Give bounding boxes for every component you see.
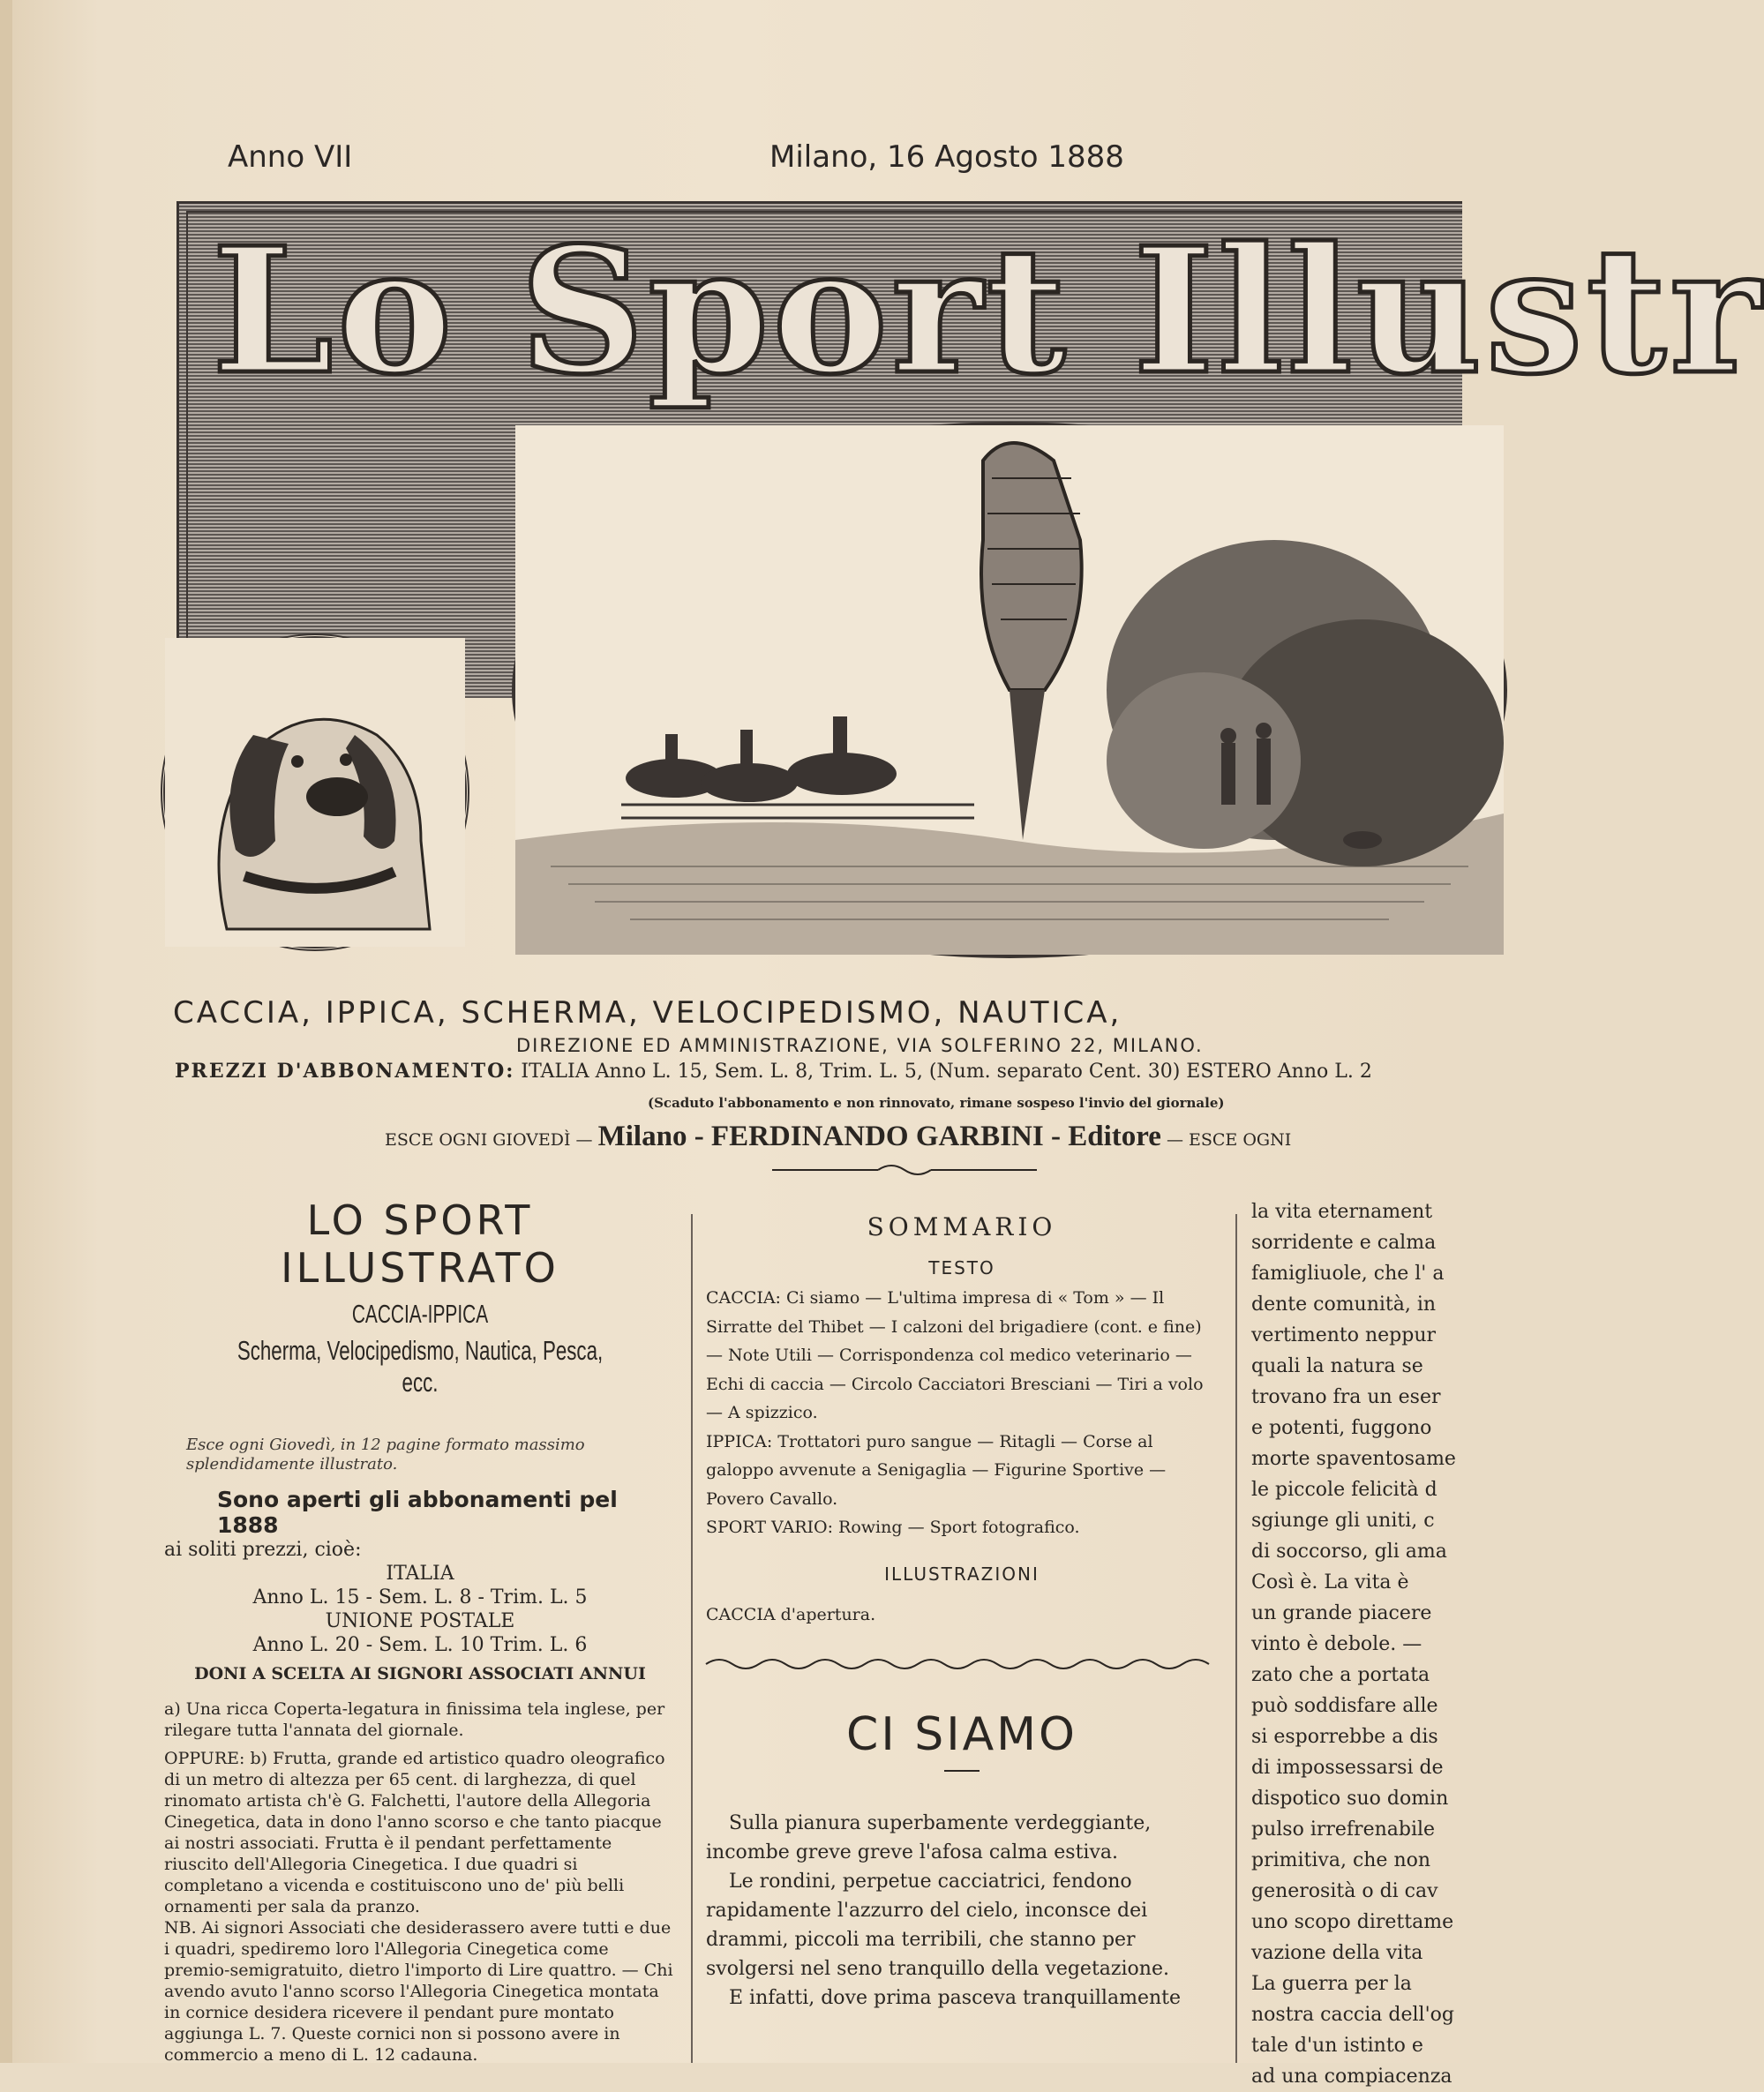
article-continuation-column (1251, 1196, 1472, 2092)
publisher-name: Milano - FERDINANDO GARBINI - Editore (597, 1121, 1161, 1152)
summary-column (706, 1196, 1218, 2013)
text-line: quali la natura se (1251, 1355, 1423, 1377)
issue-year: Anno VII (228, 139, 353, 175)
summary-caccia: CACCIA: Ci siamo — L'ultima impresa di « Tom » — Il Sirratte del Thibet — I calzoni del brigadiere (cont. e fine) — Note Utili — Corrispondenza col medico veterinario — Echi di caccia — Circolo Cacciatori Bresciani — Tiri a volo — A spizzico. (706, 1288, 1204, 1422)
text-line: famigliuole, che l' a (1251, 1263, 1445, 1285)
hound-portrait (165, 638, 465, 947)
offer-b: OPPURE: b) Frutta, grande ed artistico quadro oleografico di un metro di altezza per 65 cent. di larghezza, di quel rinomato artista ch'è G. Falchetti, l'autore della Allegoria Cinegetica, data in dono l'anno scorso e che tanto piacque ai nostri associati. Frutta è il pendant perfettamente riuscito dell'Allegoria Cinegetica. I due quadri si completano a vicenda e costituiscono uno de' più belli ornamenti per sala da pranzo. (164, 1749, 665, 1916)
aperti-heading: Sono aperti gli abbonamenti pel 1888 (217, 1487, 618, 1538)
sommario-heading: SOMMARIO (867, 1212, 1057, 1241)
nb-note: NB. Ai signori Associati che desiderassero avere tutti e due i quadri, spediremo loro l'Allegoria Cinegetica come premio-semigratuito, dietro l'importo di Lire quattro. — Chi avendo avuto l'anno scorso l'Allegoria Cinegetica montata in cornice desidera ricevere il pendant pure montato aggiunga L. 7. Queste cornici non si possono avere in commercio a meno di L. 12 cadauna. (164, 1918, 673, 2065)
article-para-3: E infatti, dove prima pasceva tranquillamente (729, 1987, 1181, 2009)
text-line: si esporrebbe a dis (1251, 1726, 1438, 1748)
text-line: Così è. La vita è (1251, 1571, 1409, 1593)
issue-date: Milano, 16 Agosto 1888 (769, 139, 1124, 175)
unione-prices: Anno L. 20 - Sem. L. 10 Trim. L. 6 (252, 1634, 588, 1656)
vignette-illustration (512, 422, 1507, 958)
article-title: CI SIAMO (846, 1708, 1077, 1761)
text-line: uno scopo direttame (1251, 1911, 1454, 1933)
italia-prices: Anno L. 15 - Sem. L. 8 - Trim. L. 5 (252, 1586, 588, 1608)
text-line: e potenti, fuggono (1251, 1417, 1432, 1439)
text-line: di soccorso, gli ama (1251, 1541, 1447, 1563)
summary-ippica: IPPICA: Trottatori puro sangue — Ritagli — Corse al galoppo avvenute a Senigaglia — Figurine Sportive — Povero Cavallo. (706, 1431, 1167, 1509)
text-line: vinto è debole. — (1251, 1633, 1422, 1655)
text-line: dispotico suo domin (1251, 1788, 1449, 1810)
esce-right: — ESCE OGNI (1166, 1130, 1292, 1150)
subjects-line: CACCIA, IPPICA, SCHERMA, VELOCIPEDISMO, NAUTICA, (173, 995, 1122, 1031)
dog-medallion (161, 634, 469, 951)
text-line: pulso irrefrenabile (1251, 1818, 1436, 1841)
text-line: nostra caccia dell'og (1251, 2004, 1454, 2026)
text-line: sorridente e calma (1251, 1232, 1437, 1254)
text-line: vazione della vita (1251, 1942, 1423, 1964)
text-line: dente comunità, in (1251, 1293, 1437, 1316)
column-title: LO SPORT ILLUSTRATO (281, 1196, 559, 1292)
text-line: tale d'un istinto e (1251, 2035, 1423, 2057)
subscription-column (164, 1196, 676, 2066)
text-line: un grande piacere (1251, 1602, 1432, 1624)
wave-divider (706, 1655, 1218, 1673)
esce-left: ESCE OGNI GIOVEDÌ — (385, 1130, 593, 1150)
engraving-scene (515, 425, 1504, 955)
newspaper-title: Lo Sport Illustr (212, 210, 1764, 413)
article-para-1: Sulla pianura superbamente verdeggiante, incombe greve greve l'afosa calma estiva. (706, 1812, 1152, 1863)
publisher-line (385, 1121, 1291, 1153)
text-line: di impossessarsi de (1251, 1757, 1444, 1779)
illustrazioni-heading: ILLUSTRAZIONI (884, 1563, 1040, 1585)
doni-heading: DONI A SCELTA AI SIGNORI ASSOCIATI ANNUI (194, 1664, 646, 1683)
direzione-line: DIREZIONE ED AMMINISTRAZIONE, VIA SOLFERINO 22, MILANO. (516, 1035, 1204, 1056)
text-line: primitiva, che non (1251, 1849, 1431, 1871)
unione-heading: UNIONE POSTALE (325, 1610, 515, 1632)
text-line: può soddisfare alle (1251, 1695, 1438, 1717)
text-line: sgiunge gli uniti, c (1251, 1510, 1435, 1532)
text-line: zato che a portata (1251, 1664, 1430, 1686)
illustration-caccia: CACCIA d'apertura. (706, 1604, 876, 1624)
title-rule (944, 1770, 980, 1772)
text-line: la vita eternament (1251, 1201, 1433, 1223)
prezzi-line (175, 1060, 1372, 1083)
text-line: ad una compiacenza (1251, 2066, 1452, 2088)
article-para-2: Le rondini, perpetue cacciatrici, fendono rapidamente l'azzurro del cielo, inconsce dei drammi, piccoli ma terribili, che stanno per svolgersi nel seno tranquillo della vegetazione. (706, 1871, 1169, 1980)
column-rule-1 (691, 1214, 693, 2063)
scaduto-note: (Scaduto l'abbonamento e non rinnovato, rimane sospeso l'invio del giornale) (648, 1095, 1225, 1111)
text-line: generosità o di cav (1251, 1880, 1438, 1902)
column-3-lines (1251, 1196, 1472, 2092)
column-subtitle-1: CACCIA-IPPICA (351, 1301, 489, 1329)
text-line: La guerra per la (1251, 1973, 1412, 1995)
prezzi-text: ITALIA Anno L. 15, Sem. L. 8, Trim. L. 5, (Num. separato Cent. 30) ESTERO Anno L. 2 (521, 1061, 1372, 1083)
masthead (176, 201, 1764, 969)
esce-note: Esce ogni Giovedì, in 12 pagine formato massimo splendidamente illustrato. (186, 1436, 585, 1473)
offer-a: a) Una ricca Coperta-legatura in finissima tela inglese, per rilegare tutta l'annata del giornale. (164, 1699, 665, 1740)
italia-heading: ITALIA (386, 1563, 454, 1585)
text-line: morte spaventosame (1251, 1448, 1456, 1470)
text-line: vertimento neppur (1251, 1324, 1437, 1346)
summary-sport-vario: SPORT VARIO: Rowing — Sport fotografico. (706, 1518, 1080, 1537)
text-line: le piccole felicità d (1251, 1479, 1437, 1501)
testo-heading: TESTO (928, 1257, 995, 1278)
column-rule-2 (1235, 1214, 1237, 2063)
text-line: trovano fra un eser (1251, 1386, 1441, 1408)
prezzi-label: PREZZI D'ABBONAMENTO: (175, 1060, 515, 1083)
column-subtitle-2: Scherma, Velocipedismo, Nautica, Pesca, ecc. (236, 1335, 604, 1398)
soliti-prezzi: ai soliti prezzi, cioè: (164, 1539, 362, 1561)
ornament-divider (772, 1161, 1037, 1179)
